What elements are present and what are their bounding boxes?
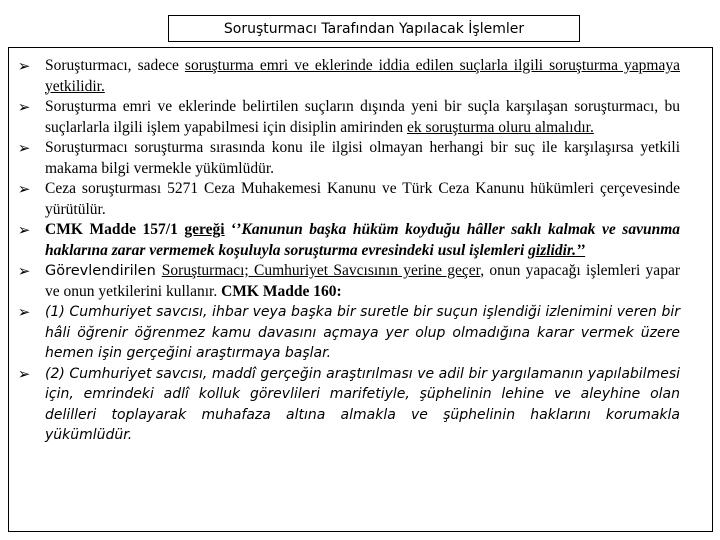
item-text: Soruşturmacı soruşturma sırasında konu ile ilgisi olmayan herhangi bir suç ile karşılaşırsa yetkili makama bilgi vermekle yükümlüdür. [45, 139, 680, 177]
item-text-italic: (1) Cumhuriyet savcısı, ihbar veya başka bir suretle bir suçun işlendiği izlenimini veren bir hâli öğrenir öğrenmez kamu davasını açmaya yer olup olmadığına karar vermek üzere hemen işin gerçeğini araştırmaya başlar. [45, 304, 680, 361]
arrow-bullet-icon: ➢ [17, 57, 31, 75]
arrow-bullet-icon: ➢ [17, 221, 31, 239]
arrow-bullet-icon: ➢ [17, 98, 31, 116]
item-quote-text-underlined: gizlidir.’’ [528, 241, 586, 259]
arrow-bullet-icon: ➢ [17, 180, 31, 198]
list-item [12, 261, 680, 302]
list-item [12, 220, 680, 261]
item-text-bold: CMK Madde 157/1 [45, 221, 185, 238]
page-title-box [168, 15, 580, 42]
list-item [12, 364, 680, 446]
item-text: Soruşturma emri ve eklerinde belirtilen suçların dışında yeni bir suçla karşılaşan soruşturmacı, bu suçlarlarla ilgili işlem yapabilmesi için disiplin amirinden [45, 98, 680, 136]
item-text-bold: CMK Madde 160: [221, 282, 342, 300]
item-text: Görevlendirilen [45, 263, 162, 279]
list-item [12, 179, 680, 220]
item-text: Soruşturmacı, sadece [45, 57, 185, 74]
item-text: Ceza soruşturması 5271 Ceza Muhakemesi Kanunu ve Türk Ceza Kanunu hükümleri çerçevesinde yürütülür. [45, 180, 680, 218]
item-text-underlined: ek soruşturma oluru almalıdır. [407, 118, 594, 136]
arrow-bullet-icon: ➢ [17, 303, 31, 321]
item-quote-open: ‘’ [224, 221, 242, 238]
page-title: Soruşturmacı Tarafından Yapılacak İşlemler [223, 20, 525, 37]
item-text-underlined: soruşturma emri ve eklerinde iddia edilen suçlarla ilgili soruşturma yapmaya yetkilidir. [45, 57, 680, 95]
item-quote-text: Kanunun başka hüküm koyduğu hâller saklı kalmak ve savunma haklarına zarar vermemek koşuluyla soruşturma evresindeki usul işlemleri [45, 221, 680, 259]
item-text: , onun yapacağı işlemleri yapar ve onun yetkilerini kullanır. [45, 262, 680, 300]
procedure-list [12, 56, 680, 446]
list-item [12, 56, 680, 97]
arrow-bullet-icon: ➢ [17, 139, 31, 157]
arrow-bullet-icon: ➢ [17, 262, 31, 280]
arrow-bullet-icon: ➢ [17, 364, 31, 383]
list-item [12, 97, 680, 138]
item-text-bold-underlined: gereği [184, 221, 225, 238]
list-item [12, 138, 680, 179]
list-item [12, 302, 680, 364]
item-text-italic: (2) Cumhuriyet savcısı, maddî gerçeğin araştırılması ve adil bir yargılamanın yapılabilmesi için, emrindeki adlî kolluk görevlileri marifetiyle, şüphelinin lehine ve aleyhine olan delilleri toplayarak muhafaza altına almakla ve şüphelinin haklarını korumakla yükümlüdür. [45, 365, 680, 443]
item-text-underlined: Soruşturmacı; Cumhuriyet Savcısının yerine geçer [161, 262, 481, 279]
